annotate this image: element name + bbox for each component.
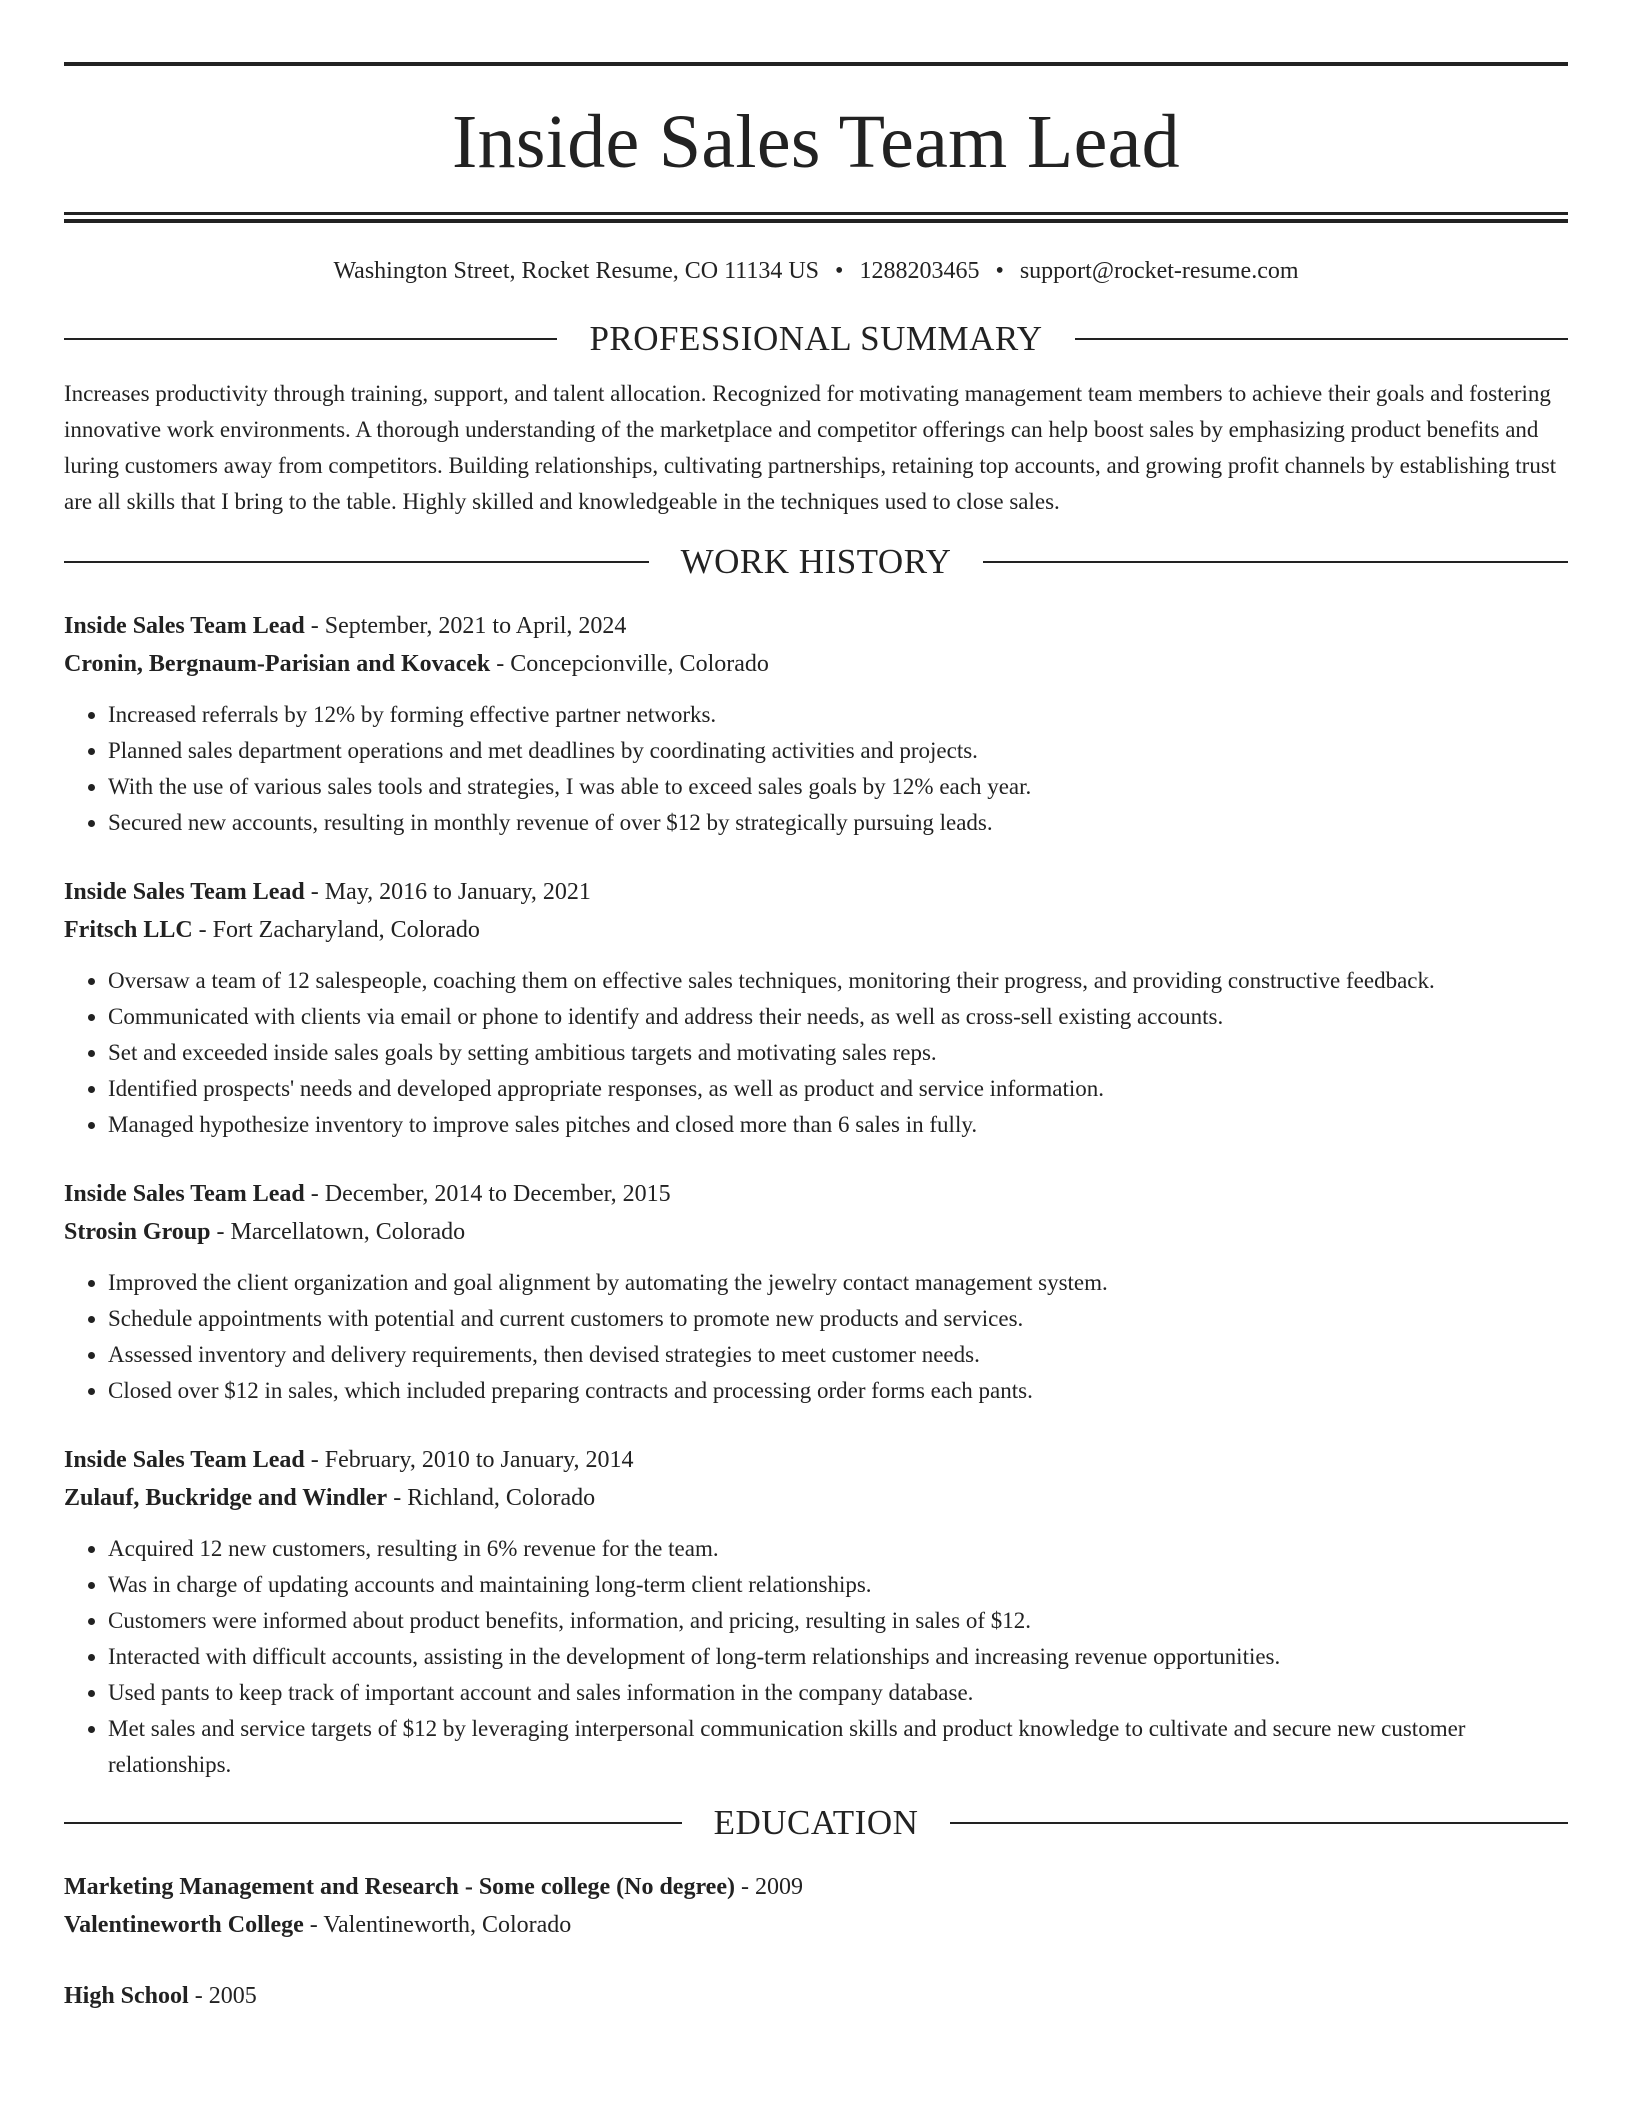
section-divider bbox=[950, 1822, 1568, 1824]
header-top-rule bbox=[64, 62, 1568, 66]
summary-section-header bbox=[64, 321, 1568, 356]
contact-phone: 1288203465 bbox=[859, 258, 980, 284]
education-degree: Marketing Management and Research - Some college (No degree) bbox=[64, 1874, 735, 1900]
job-company: Cronin, Bergnaum-Parisian and Kovacek bbox=[64, 651, 491, 677]
job-company-line: Fritsch LLC - Fort Zacharyland, Colorado bbox=[64, 917, 480, 943]
job-title: Inside Sales Team Lead bbox=[64, 613, 305, 639]
job-company-line: Zulauf, Buckridge and Windler - Richland, Colorado bbox=[64, 1485, 596, 1511]
job-entry bbox=[64, 607, 1568, 841]
summary-text: Increases productivity through training, support, and talent allocation. Recognized for motivating management team members to achieve their goals and fostering innovative work environments. A thorough understanding of the marketplace and competitor offerings can help boost sales by emphasizing product benefits and luring customers away from competitors. Building relationships, cultivating partnerships, retaining top accounts, and growing profit channels by establishing trust are all skills that I bring to the table. Highly skilled and knowledgeable in the techniques used to close sales. bbox=[64, 381, 1557, 514]
job-bullet: • Closed over $12 in sales, which included preparing contracts and processing order forms each pants. bbox=[108, 1373, 1568, 1409]
job-location: Concepcionville, Colorado bbox=[510, 651, 769, 677]
section-divider bbox=[983, 561, 1568, 563]
job-bullet: • Communicated with clients via email or phone to identify and address their needs, as well as cross-sell existing accounts. bbox=[108, 999, 1568, 1035]
summary-heading: PROFESSIONAL SUMMARY bbox=[589, 319, 1043, 358]
education-school-line: Valentineworth College - Valentineworth, Colorado bbox=[64, 1912, 572, 1938]
job-bullet: • Schedule appointments with potential and current customers to promote new products and services. bbox=[108, 1301, 1568, 1337]
job-location: Fort Zacharyland, Colorado bbox=[212, 917, 480, 943]
education-degree-line: Marketing Management and Research - Some college (No degree) - 2009 bbox=[64, 1874, 803, 1900]
job-company: Fritsch LLC bbox=[64, 917, 193, 943]
job-bullet: • With the use of various sales tools and strategies, I was able to exceed sales goals by 12% each year. bbox=[108, 769, 1568, 805]
job-bullet: • Planned sales department operations and met deadlines by coordinating activities and projects. bbox=[108, 733, 1568, 769]
job-title-line: Inside Sales Team Lead - May, 2016 to January, 2021 bbox=[64, 879, 591, 905]
resume-name: Inside Sales Team Lead bbox=[452, 100, 1180, 184]
education-section-header bbox=[64, 1805, 1568, 1840]
job-bullet: • Acquired 12 new customers, resulting in 6% revenue for the team. bbox=[108, 1531, 1568, 1567]
section-divider bbox=[64, 1822, 682, 1824]
job-bullet: • Used pants to keep track of important account and sales information in the company database. bbox=[108, 1675, 1568, 1711]
job-bullet: • Met sales and service targets of $12 by leveraging interpersonal communication skills and product knowledge to cultivate and secure new customer relationships. bbox=[108, 1711, 1568, 1783]
work-history-section-header bbox=[64, 544, 1568, 579]
section-divider bbox=[64, 561, 649, 563]
contact-line bbox=[64, 259, 1568, 283]
education-location: Valentineworth, Colorado bbox=[323, 1912, 572, 1938]
job-company-line: Cronin, Bergnaum-Parisian and Kovacek - Concepcionville, Colorado bbox=[64, 651, 769, 677]
job-dates: February, 2010 to January, 2014 bbox=[324, 1447, 634, 1473]
job-dates: December, 2014 to December, 2015 bbox=[324, 1181, 671, 1207]
job-entry bbox=[64, 873, 1568, 1143]
job-bullet: • Increased referrals by 12% by forming effective partner networks. bbox=[108, 697, 1568, 733]
job-bullet: • Managed hypothesize inventory to improve sales pitches and closed more than 6 sales in fully. bbox=[108, 1107, 1568, 1143]
education-school: Valentineworth College bbox=[64, 1912, 304, 1938]
job-bullet: • Improved the client organization and goal alignment by automating the jewelry contact management system. bbox=[108, 1265, 1568, 1301]
contact-separator: • bbox=[995, 258, 1004, 284]
job-bullets bbox=[64, 963, 1568, 1143]
job-title: Inside Sales Team Lead bbox=[64, 1181, 305, 1207]
contact-address: Washington Street, Rocket Resume, CO 11134 US bbox=[333, 258, 820, 284]
job-bullet: • Customers were informed about product benefits, information, and pricing, resulting in sales of $12. bbox=[108, 1603, 1568, 1639]
education-year: 2009 bbox=[754, 1874, 803, 1900]
education-degree: High School bbox=[64, 1983, 189, 2009]
education-heading: EDUCATION bbox=[713, 1803, 919, 1842]
job-dates: September, 2021 to April, 2024 bbox=[324, 613, 627, 639]
job-bullet: • Set and exceeded inside sales goals by setting ambitious targets and motivating sales reps. bbox=[108, 1035, 1568, 1071]
job-bullet: • Interacted with difficult accounts, assisting in the development of long-term relationships and increasing revenue opportunities. bbox=[108, 1639, 1568, 1675]
job-dates: May, 2016 to January, 2021 bbox=[324, 879, 591, 905]
job-bullets bbox=[64, 697, 1568, 841]
job-entry bbox=[64, 1441, 1568, 1783]
job-title-line: Inside Sales Team Lead - December, 2014 to December, 2015 bbox=[64, 1181, 671, 1207]
job-bullet: • Secured new accounts, resulting in monthly revenue of over $12 by strategically pursuing leads. bbox=[108, 805, 1568, 841]
contact-separator: • bbox=[835, 258, 844, 284]
section-divider bbox=[64, 338, 557, 340]
education-entry bbox=[64, 1868, 1568, 1944]
job-bullets bbox=[64, 1265, 1568, 1409]
job-bullets bbox=[64, 1531, 1568, 1783]
header-double-rule bbox=[64, 212, 1568, 223]
job-bullet: • Oversaw a team of 12 salespeople, coaching them on effective sales techniques, monitoring their progress, and providing constructive feedback. bbox=[108, 963, 1568, 999]
education-entry bbox=[64, 1977, 1568, 2015]
education-degree-line: High School - 2005 bbox=[64, 1983, 257, 2009]
job-bullet: • Identified prospects' needs and developed appropriate responses, as well as product and service information. bbox=[108, 1071, 1568, 1107]
work-history-heading: WORK HISTORY bbox=[680, 542, 952, 581]
job-bullet: • Was in charge of updating accounts and maintaining long-term client relationships. bbox=[108, 1567, 1568, 1603]
job-company: Zulauf, Buckridge and Windler bbox=[64, 1485, 388, 1511]
job-title-line: Inside Sales Team Lead - September, 2021 to April, 2024 bbox=[64, 613, 627, 639]
job-entry bbox=[64, 1175, 1568, 1409]
job-title-line: Inside Sales Team Lead - February, 2010 to January, 2014 bbox=[64, 1447, 634, 1473]
job-title: Inside Sales Team Lead bbox=[64, 1447, 305, 1473]
job-title: Inside Sales Team Lead bbox=[64, 879, 305, 905]
job-company-line: Strosin Group - Marcellatown, Colorado bbox=[64, 1219, 466, 1245]
job-bullet: • Assessed inventory and delivery requirements, then devised strategies to meet customer needs. bbox=[108, 1337, 1568, 1373]
section-divider bbox=[1075, 338, 1568, 340]
education-year: 2005 bbox=[208, 1983, 257, 2009]
job-company: Strosin Group bbox=[64, 1219, 211, 1245]
job-location: Marcellatown, Colorado bbox=[230, 1219, 466, 1245]
contact-email: support@rocket-resume.com bbox=[1019, 258, 1299, 284]
job-location: Richland, Colorado bbox=[407, 1485, 596, 1511]
